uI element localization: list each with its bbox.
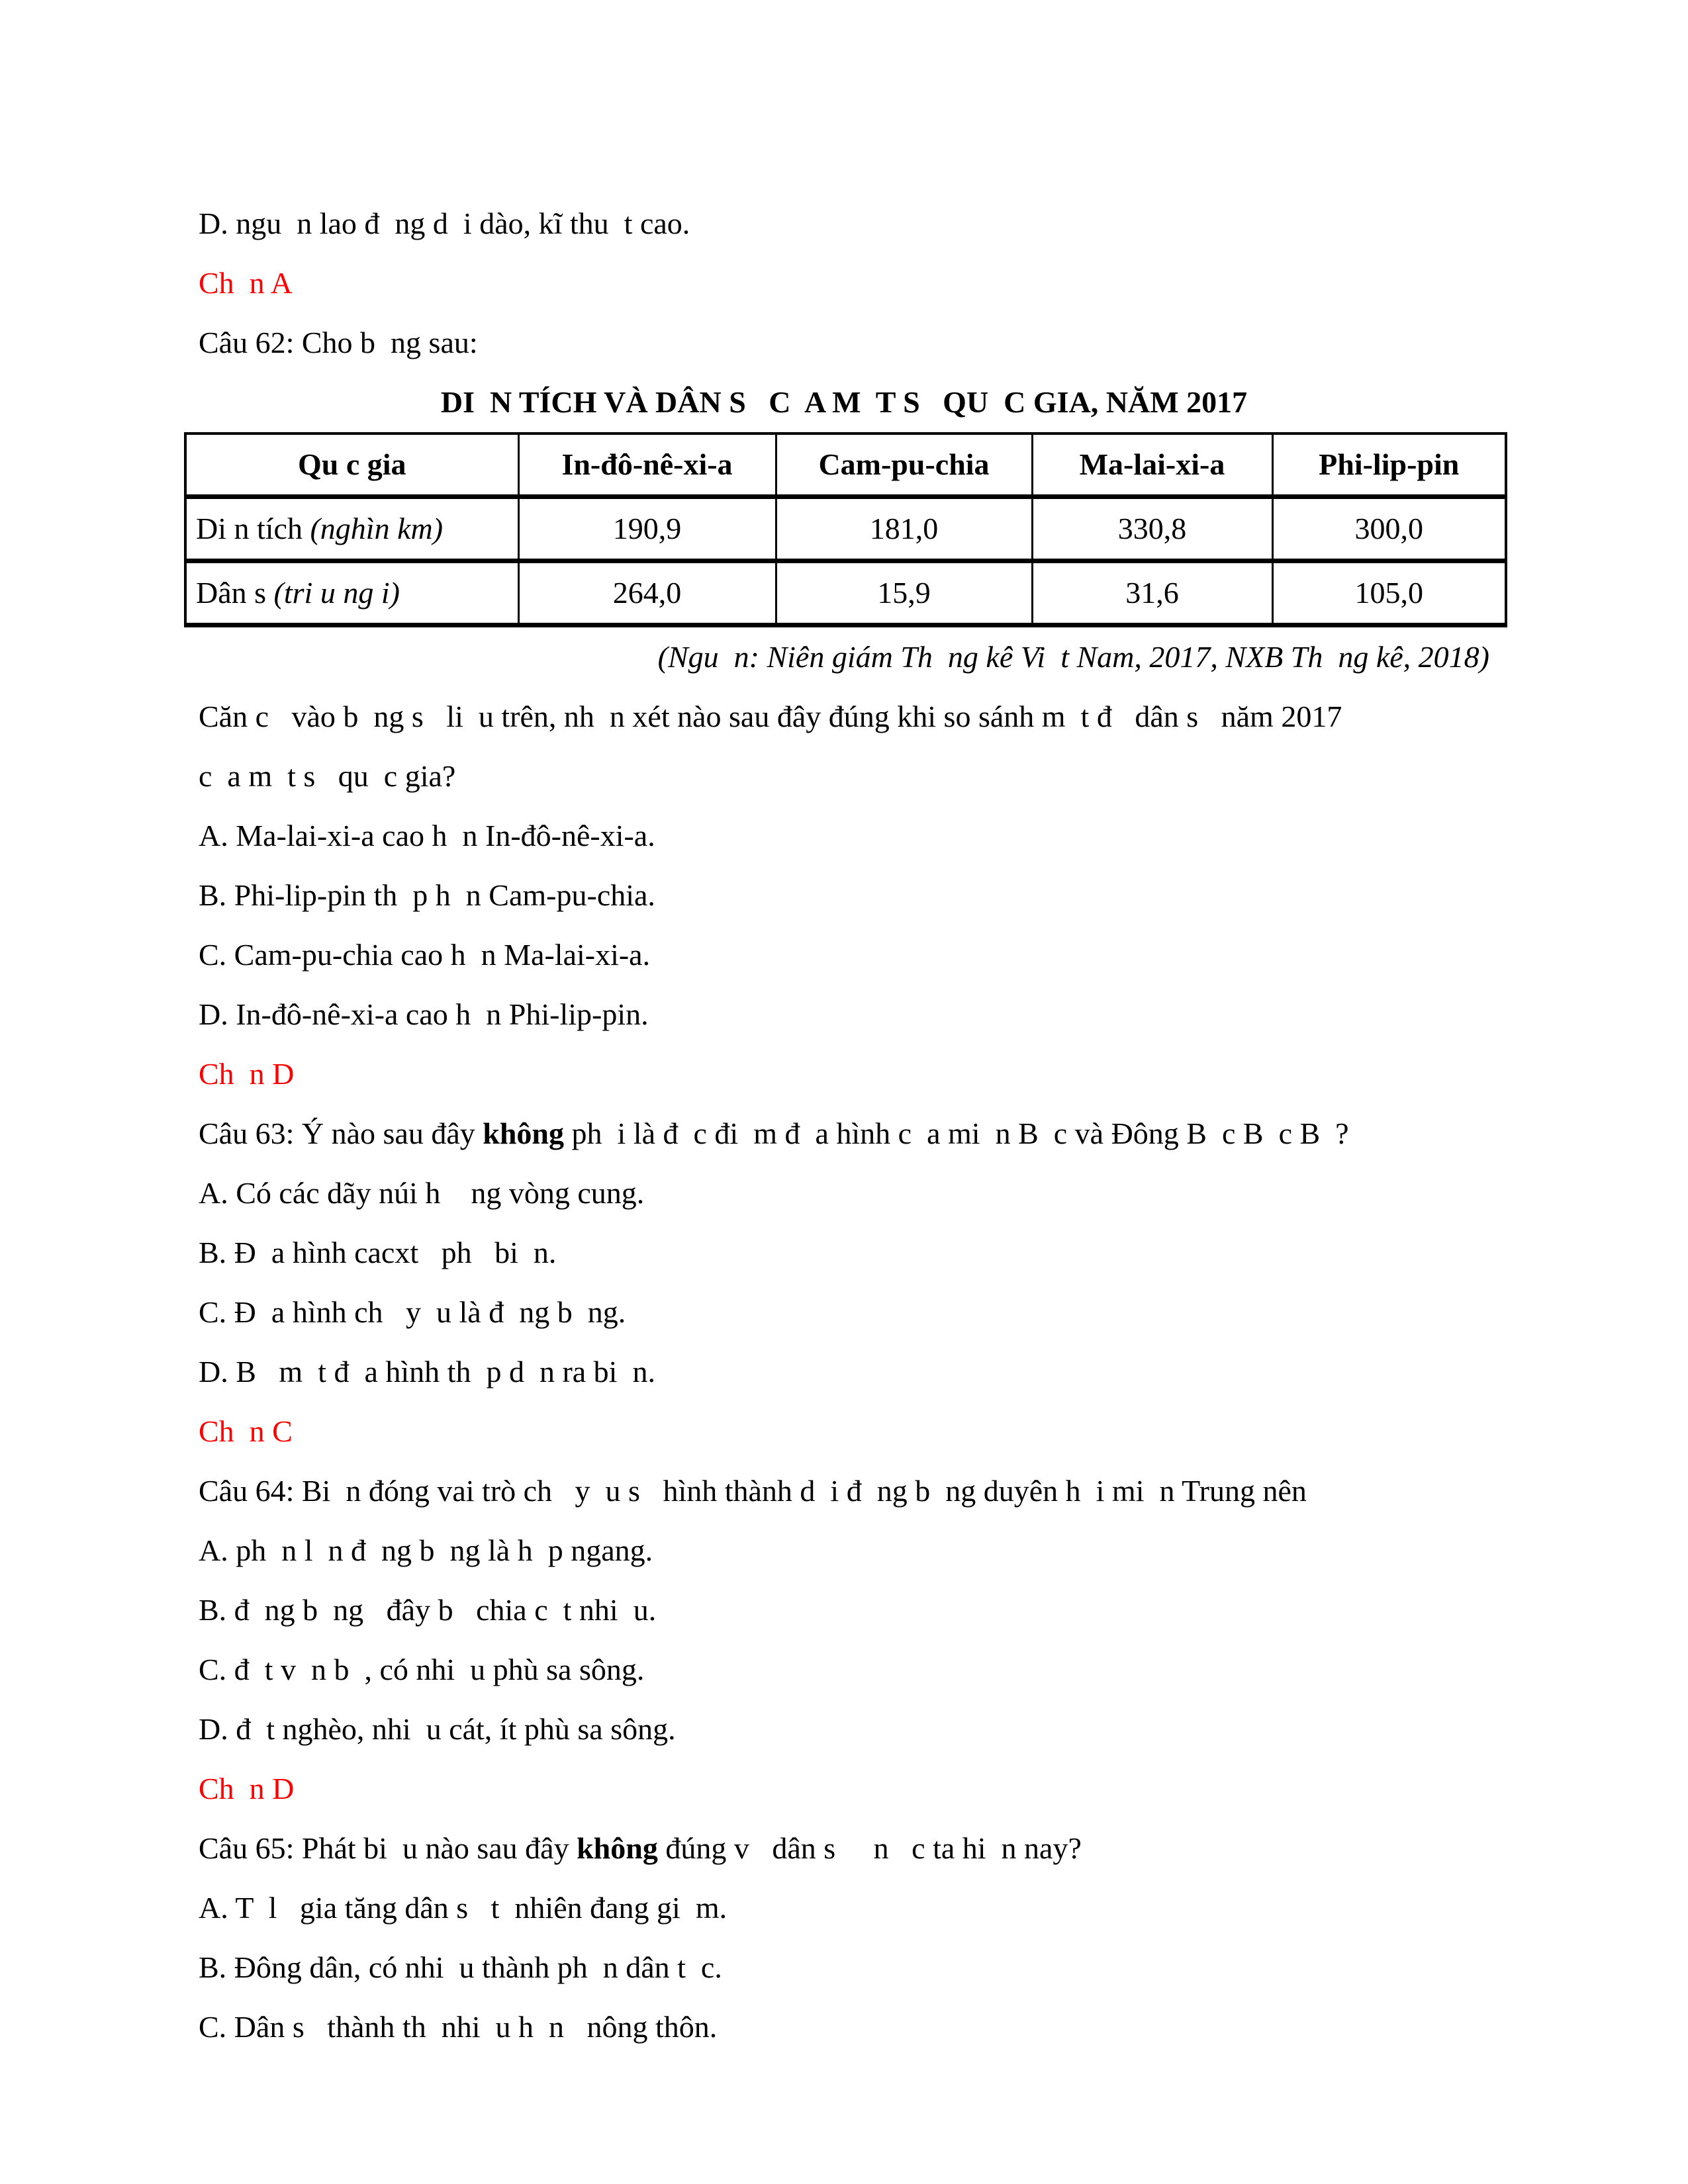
- q62-option-a: A. Ma-lai-xi-a cao h n In-đô-nê-xi-a.: [199, 819, 655, 852]
- population-cambodia: 15,9: [776, 561, 1032, 625]
- q64-answer: Ch n D: [199, 1772, 295, 1805]
- table-header-indonesia: In-đô-nê-xi-a: [518, 433, 776, 497]
- document-content: [196, 194, 1489, 2057]
- table-header-philippines: Phi-lip-pin: [1272, 433, 1506, 497]
- q62-option-b: B. Phi-lip-pin th p h n Cam-pu-chia.: [199, 878, 655, 912]
- area-cambodia: 181,0: [776, 497, 1032, 561]
- table-header-malaysia: Ma-lai-xi-a: [1032, 433, 1272, 497]
- q63-question: Câu 63: Ý nào sau đây không ph i là đ c đi m đ a hình c a mi n B c và Đông B c B c B ?: [199, 1116, 1349, 1150]
- q62-option-c: C. Cam-pu-chia cao h n Ma-lai-xi-a.: [199, 938, 651, 972]
- q64-option-d: D. đ t nghèo, nhi u cát, ít phù sa sông.: [199, 1712, 676, 1746]
- q63-option-a: A. Có các dãy núi h ng vòng cung.: [199, 1176, 645, 1210]
- q61-answer: Ch n A: [199, 266, 293, 300]
- q63-answer: Ch n C: [199, 1414, 293, 1448]
- row-label-population-note: (tri u ng i): [273, 576, 400, 610]
- q62-table-title: DI N TÍCH VÀ DÂN S C A M T S QU C GIA, NĂM 2017: [440, 385, 1248, 419]
- area-philippines: 300,0: [1272, 497, 1506, 561]
- q63-option-d: D. B m t đ a hình th p d n ra bi n.: [199, 1355, 655, 1388]
- q63-option-b: B. Đ a hình cacxt ph bi n.: [199, 1236, 557, 1269]
- q64-option-b: B. đ ng b ng đây b chia c t nhi u.: [199, 1593, 657, 1627]
- q61-option-d: D. ngu n lao đ ng d i dào, kĩ thu t cao.: [199, 206, 690, 240]
- q62-question-line2: c a m t s qu c gia?: [199, 759, 456, 793]
- q62-intro: Câu 62: Cho b ng sau:: [199, 326, 478, 359]
- q62-question-line1: Căn c vào b ng s li u trên, nh n xét nào sau đây đúng khi so sánh m t đ dân s năm 2017: [199, 700, 1342, 733]
- row-label-population: Dân s (tri u ng i): [185, 561, 518, 625]
- q65-question: Câu 65: Phát bi u nào sau đây không đúng v dân s n c ta hi n nay?: [199, 1831, 1082, 1865]
- population-indonesia: 264,0: [518, 561, 776, 625]
- area-malaysia: 330,8: [1032, 497, 1272, 561]
- table-row-area: [185, 497, 1506, 561]
- q65-option-c: C. Dân s thành th nhi u h n nông thôn.: [199, 2010, 718, 2044]
- row-label-area-note: (nghìn km): [310, 512, 444, 545]
- q65-bold-word: không: [577, 1831, 658, 1865]
- population-malaysia: 31,6: [1032, 561, 1272, 625]
- table-header-row: [185, 433, 1506, 497]
- q65-option-b: B. Đông dân, có nhi u thành ph n dân t c.: [199, 1950, 722, 1984]
- area-indonesia: 190,9: [518, 497, 776, 561]
- table-row-population: [185, 561, 1506, 625]
- q62-data-table: [184, 432, 1507, 627]
- population-philippines: 105,0: [1272, 561, 1506, 625]
- q63-bold-word: không: [483, 1116, 565, 1150]
- q62-answer: Ch n D: [199, 1057, 295, 1091]
- table-header-cambodia: Cam-pu-chia: [776, 433, 1032, 497]
- q63-option-c: C. Đ a hình ch y u là đ ng b ng.: [199, 1295, 626, 1329]
- q65-option-a: A. T l gia tăng dân s t nhiên đang gi m.: [199, 1891, 727, 1925]
- row-label-area: Di n tích (nghìn km): [185, 497, 518, 561]
- q64-option-c: C. đ t v n b , có nhi u phù sa sông.: [199, 1653, 645, 1686]
- table-header-country: Qu c gia: [185, 433, 518, 497]
- q62-option-d: D. In-đô-nê-xi-a cao h n Phi-lip-pin.: [199, 997, 649, 1031]
- q64-option-a: A. ph n l n đ ng b ng là h p ngang.: [199, 1533, 653, 1567]
- q62-source: (Ngu n: Niên giám Th ng kê Vi t Nam, 2017, NXB Th ng kê, 2018): [657, 640, 1489, 674]
- q64-question: Câu 64: Bi n đóng vai trò ch y u s hình thành d i đ ng b ng duyên h i mi n Trung nên: [199, 1474, 1307, 1508]
